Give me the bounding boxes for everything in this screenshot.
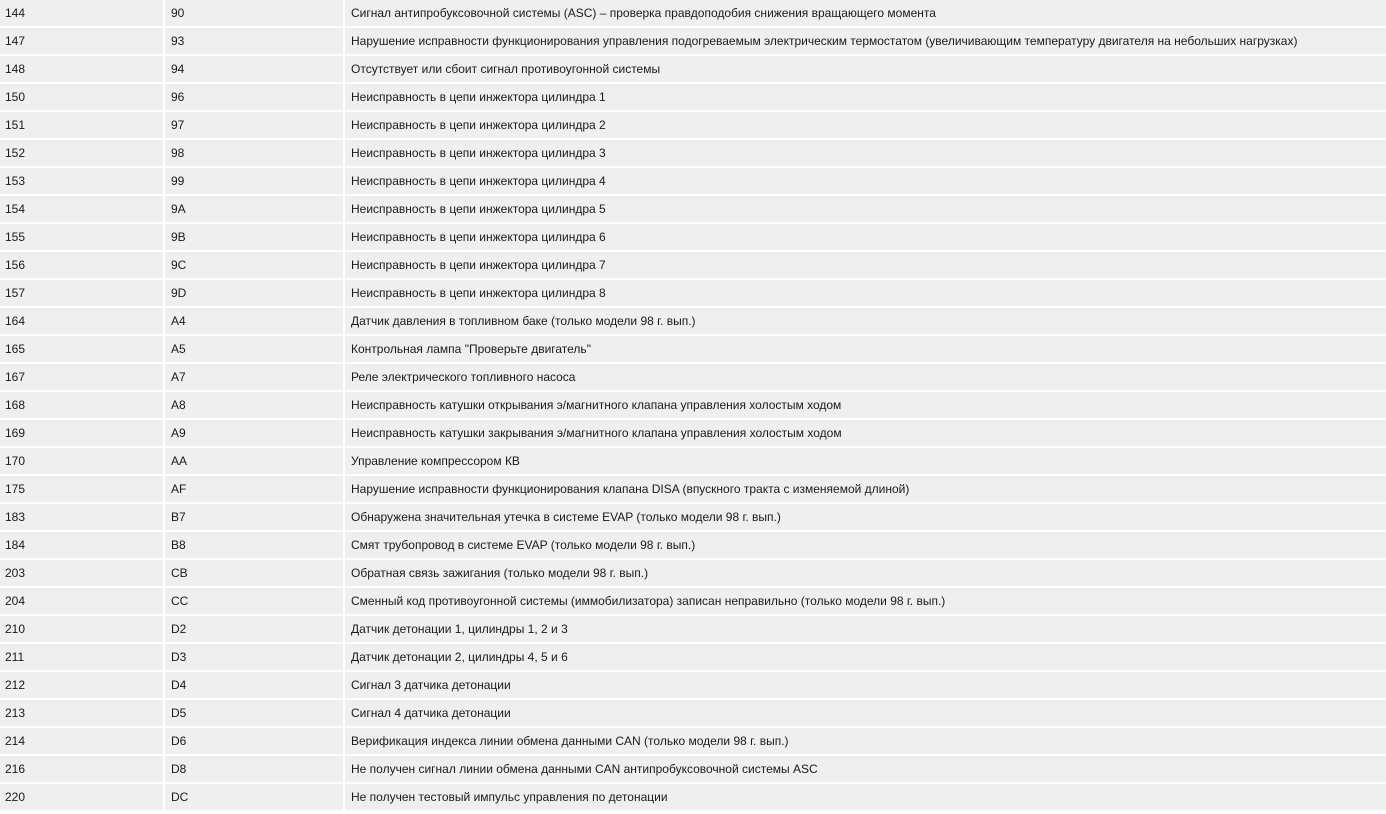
- description-cell: Датчик детонации 1, цилиндры 1, 2 и 3: [345, 616, 1386, 642]
- hex-code-cell: D6: [165, 728, 343, 754]
- description-cell: Нарушение исправности функционирования управления подогреваемым электрическим термостатом (увеличивающим температуру двигателя на небольших нагрузках): [345, 28, 1386, 54]
- description-cell: Неисправность в цепи инжектора цилиндра 4: [345, 168, 1386, 194]
- description-cell: Неисправность в цепи инжектора цилиндра 1: [345, 84, 1386, 110]
- table-row: [0, 728, 1386, 754]
- fault-number-cell: 184: [0, 532, 163, 558]
- table-row: [0, 756, 1386, 782]
- fault-number-cell: 147: [0, 28, 163, 54]
- hex-code-cell: 9B: [165, 224, 343, 250]
- table-row: [0, 476, 1386, 502]
- fault-number-cell: 165: [0, 336, 163, 362]
- fault-number-cell: 164: [0, 308, 163, 334]
- table-row: [0, 700, 1386, 726]
- fault-number-cell: 216: [0, 756, 163, 782]
- fault-number-cell: 151: [0, 112, 163, 138]
- fault-number-cell: 203: [0, 560, 163, 586]
- table-row: [0, 784, 1386, 810]
- hex-code-cell: 9A: [165, 196, 343, 222]
- hex-code-cell: D4: [165, 672, 343, 698]
- table-row: [0, 280, 1386, 306]
- description-cell: Неисправность в цепи инжектора цилиндра 5: [345, 196, 1386, 222]
- fault-number-cell: 156: [0, 252, 163, 278]
- table-row: [0, 420, 1386, 446]
- hex-code-cell: AA: [165, 448, 343, 474]
- hex-code-cell: A5: [165, 336, 343, 362]
- hex-code-cell: 97: [165, 112, 343, 138]
- table-row: [0, 252, 1386, 278]
- fault-number-cell: 167: [0, 364, 163, 390]
- description-cell: Реле электрического топливного насоса: [345, 364, 1386, 390]
- hex-code-cell: 99: [165, 168, 343, 194]
- hex-code-cell: 9D: [165, 280, 343, 306]
- description-cell: Верификация индекса линии обмена данными CAN (только модели 98 г. вып.): [345, 728, 1386, 754]
- fault-number-cell: 175: [0, 476, 163, 502]
- fault-number-cell: 212: [0, 672, 163, 698]
- fault-number-cell: 213: [0, 700, 163, 726]
- description-cell: Не получен сигнал линии обмена данными CAN антипробуксовочной системы ASC: [345, 756, 1386, 782]
- table-row: [0, 112, 1386, 138]
- description-cell: Обнаружена значительная утечка в системе EVAP (только модели 98 г. вып.): [345, 504, 1386, 530]
- description-cell: Управление компрессором КВ: [345, 448, 1386, 474]
- hex-code-cell: D8: [165, 756, 343, 782]
- description-cell: Сигнал антипробуксовочной системы (ASC) – проверка правдоподобия снижения вращающего момента: [345, 0, 1386, 26]
- fault-number-cell: 183: [0, 504, 163, 530]
- table-row: [0, 560, 1386, 586]
- table-row: [0, 448, 1386, 474]
- fault-number-cell: 152: [0, 140, 163, 166]
- table-row: [0, 532, 1386, 558]
- table-row: [0, 672, 1386, 698]
- description-cell: Датчик давления в топливном баке (только модели 98 г. вып.): [345, 308, 1386, 334]
- hex-code-cell: 98: [165, 140, 343, 166]
- fault-number-cell: 153: [0, 168, 163, 194]
- table-row: [0, 392, 1386, 418]
- description-cell: Неисправность в цепи инжектора цилиндра 3: [345, 140, 1386, 166]
- hex-code-cell: CC: [165, 588, 343, 614]
- hex-code-cell: 90: [165, 0, 343, 26]
- description-cell: Не получен тестовый импульс управления по детонации: [345, 784, 1386, 810]
- table-row: [0, 140, 1386, 166]
- table-row: [0, 588, 1386, 614]
- description-cell: Сигнал 4 датчика детонации: [345, 700, 1386, 726]
- table-row: [0, 224, 1386, 250]
- fault-number-cell: 154: [0, 196, 163, 222]
- table-row: [0, 504, 1386, 530]
- table-row: [0, 84, 1386, 110]
- hex-code-cell: D2: [165, 616, 343, 642]
- hex-code-cell: B7: [165, 504, 343, 530]
- hex-code-cell: B8: [165, 532, 343, 558]
- hex-code-cell: 94: [165, 56, 343, 82]
- hex-code-cell: AF: [165, 476, 343, 502]
- fault-number-cell: 157: [0, 280, 163, 306]
- description-cell: Контрольная лампа "Проверьте двигатель": [345, 336, 1386, 362]
- hex-code-cell: A9: [165, 420, 343, 446]
- fault-number-cell: 148: [0, 56, 163, 82]
- fault-number-cell: 168: [0, 392, 163, 418]
- description-cell: Смят трубопровод в системе EVAP (только модели 98 г. вып.): [345, 532, 1386, 558]
- hex-code-cell: 9C: [165, 252, 343, 278]
- hex-code-cell: A7: [165, 364, 343, 390]
- fault-number-cell: 214: [0, 728, 163, 754]
- fault-number-cell: 170: [0, 448, 163, 474]
- fault-number-cell: 150: [0, 84, 163, 110]
- table-row: [0, 364, 1386, 390]
- description-cell: Отсутствует или сбоит сигнал противоугонной системы: [345, 56, 1386, 82]
- description-cell: Сигнал 3 датчика детонации: [345, 672, 1386, 698]
- hex-code-cell: 96: [165, 84, 343, 110]
- table-row: [0, 168, 1386, 194]
- description-cell: Неисправность катушки закрывания э/магнитного клапана управления холостым ходом: [345, 420, 1386, 446]
- fault-number-cell: 169: [0, 420, 163, 446]
- description-cell: Неисправность в цепи инжектора цилиндра 7: [345, 252, 1386, 278]
- hex-code-cell: A8: [165, 392, 343, 418]
- table-row: [0, 28, 1386, 54]
- table-row: [0, 196, 1386, 222]
- table-row: [0, 0, 1386, 26]
- description-cell: Неисправность в цепи инжектора цилиндра 2: [345, 112, 1386, 138]
- table-row: [0, 616, 1386, 642]
- hex-code-cell: 93: [165, 28, 343, 54]
- table-row: [0, 56, 1386, 82]
- description-cell: Обратная связь зажигания (только модели 98 г. вып.): [345, 560, 1386, 586]
- fault-number-cell: 144: [0, 0, 163, 26]
- description-cell: Датчик детонации 2, цилиндры 4, 5 и 6: [345, 644, 1386, 670]
- hex-code-cell: A4: [165, 308, 343, 334]
- fault-number-cell: 220: [0, 784, 163, 810]
- fault-number-cell: 211: [0, 644, 163, 670]
- hex-code-cell: CB: [165, 560, 343, 586]
- description-cell: Сменный код противоугонной системы (иммобилизатора) записан неправильно (только модели 98 г. вып.): [345, 588, 1386, 614]
- description-cell: Неисправность в цепи инжектора цилиндра 8: [345, 280, 1386, 306]
- table-row: [0, 308, 1386, 334]
- fault-number-cell: 155: [0, 224, 163, 250]
- description-cell: Неисправность в цепи инжектора цилиндра 6: [345, 224, 1386, 250]
- description-cell: Неисправность катушки открывания э/магнитного клапана управления холостым ходом: [345, 392, 1386, 418]
- description-cell: Нарушение исправности функционирования клапана DISA (впускного тракта с изменяемой длиной): [345, 476, 1386, 502]
- table-row: [0, 336, 1386, 362]
- fault-number-cell: 210: [0, 616, 163, 642]
- table-row: [0, 644, 1386, 670]
- hex-code-cell: D5: [165, 700, 343, 726]
- fault-number-cell: 204: [0, 588, 163, 614]
- hex-code-cell: DC: [165, 784, 343, 810]
- hex-code-cell: D3: [165, 644, 343, 670]
